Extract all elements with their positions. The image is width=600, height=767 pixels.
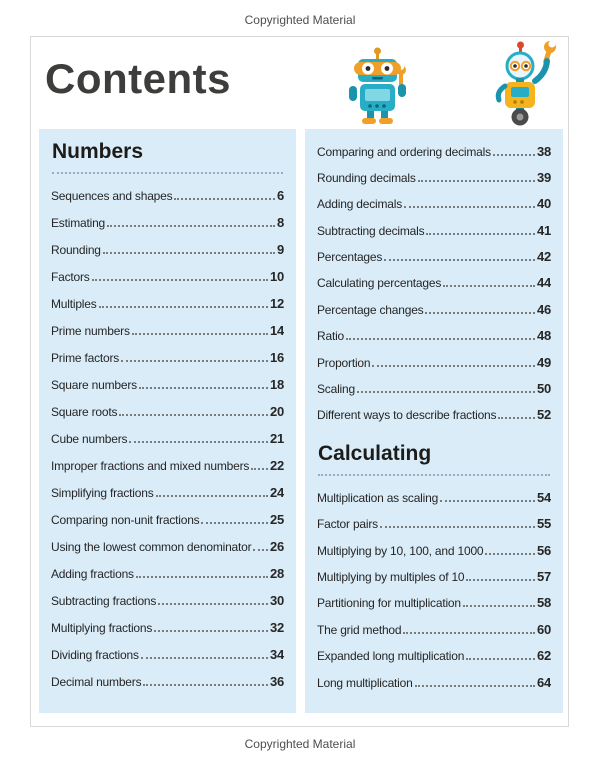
toc-entry-label: Using the lowest common denominator [51, 540, 252, 554]
toc-entry-label: Calculating percentages [317, 276, 442, 291]
toc-entry-page-number: 36 [269, 674, 284, 689]
calculating-heading-dotted-rule [318, 474, 550, 476]
toc-entry [51, 667, 284, 694]
toc-entry [51, 532, 284, 559]
toc-entry-label: Square roots [51, 405, 118, 419]
toc-entry [317, 615, 551, 641]
toc-entry-label: Percentages [317, 250, 383, 265]
toc-entry-page-number: 58 [536, 595, 551, 611]
toc-entry [317, 190, 551, 216]
dotted-leader [174, 198, 275, 200]
dotted-leader [119, 414, 268, 416]
toc-entry-label: The grid method [317, 622, 402, 637]
toc-entry [51, 343, 284, 370]
robot-goggles-icon [347, 47, 409, 127]
toc-entry-page-number: 57 [536, 568, 551, 584]
dotted-leader [346, 338, 535, 340]
toc-entry-label: Rounding [51, 243, 101, 257]
toc-entry-label: Adding decimals [317, 197, 403, 212]
toc-entry-label: Subtracting decimals [317, 223, 425, 238]
toc-entry-label: Adding fractions [51, 567, 134, 581]
toc-entry [51, 397, 284, 424]
toc-entry [317, 401, 551, 427]
dotted-leader [103, 252, 275, 254]
toc-entry [317, 483, 551, 509]
dotted-leader [136, 576, 268, 578]
dotted-leader [440, 500, 535, 502]
dotted-leader [139, 387, 268, 389]
toc-entry-label: Decimal numbers [51, 675, 142, 689]
dotted-leader [99, 306, 268, 308]
toc-entry-page-number: 9 [276, 242, 284, 257]
dotted-leader [443, 285, 535, 287]
toc-entry [51, 640, 284, 667]
toc-entry-page-number: 32 [269, 620, 284, 635]
toc-entry-page-number: 56 [536, 542, 551, 558]
toc-entry [317, 510, 551, 536]
book-page [30, 36, 569, 727]
toc-entry-page-number: 62 [536, 648, 551, 664]
toc-entry-label: Proportion [317, 355, 371, 370]
toc-entry-page-number: 30 [269, 593, 284, 608]
toc-entry [51, 370, 284, 397]
dotted-leader [357, 391, 535, 393]
toc-entry [51, 262, 284, 289]
toc-entry-page-number: 60 [536, 621, 551, 637]
dotted-leader [425, 312, 534, 314]
toc-entry [317, 216, 551, 242]
section-heading-numbers: Numbers [52, 140, 144, 163]
dotted-leader [380, 526, 535, 528]
right-panel [305, 129, 563, 713]
toc-list-calculating [317, 483, 551, 694]
toc-entry-label: Cube numbers [51, 432, 128, 446]
toc-entry-label: Partitioning for multiplication [317, 596, 461, 611]
toc-entry-page-number: 20 [269, 404, 284, 419]
toc-entry-label: Multiplication as scaling [317, 490, 439, 505]
toc-entry-label: Dividing fractions [51, 648, 139, 662]
toc-entry-label: Expanded long multiplication [317, 649, 465, 664]
toc-entry-page-number: 16 [269, 350, 284, 365]
dotted-leader [372, 365, 535, 367]
toc-entry-label: Comparing and ordering decimals [317, 144, 491, 159]
robot-illustrations [347, 43, 559, 127]
toc-entry-label: Multiplying fractions [51, 621, 153, 635]
toc-entry [51, 586, 284, 613]
toc-entry-label: Different ways to describe fractions [317, 408, 497, 423]
page-title: Contents [45, 55, 231, 102]
toc-entry [317, 536, 551, 562]
toc-entry-label: Ratio [317, 329, 345, 344]
toc-entry-label: Prime numbers [51, 324, 130, 338]
toc-entry-page-number: 18 [269, 377, 284, 392]
dotted-leader [418, 180, 535, 182]
toc-entry-label: Subtracting fractions [51, 594, 157, 608]
dotted-leader [485, 553, 535, 555]
dotted-leader [426, 233, 535, 235]
toc-entry-page-number: 55 [536, 516, 551, 532]
toc-entry [317, 163, 551, 189]
toc-entry [317, 348, 551, 374]
dotted-leader [404, 206, 535, 208]
copyright-notice-bottom: Copyrighted Material [244, 737, 356, 751]
toc-entry [51, 235, 284, 262]
toc-entry [51, 289, 284, 316]
toc-entry-page-number: 26 [269, 539, 284, 554]
toc-entry-label: Estimating [51, 216, 106, 230]
toc-entry [51, 208, 284, 235]
dotted-leader [132, 333, 268, 335]
toc-entry-page-number: 54 [536, 489, 551, 505]
toc-entry-page-number: 48 [536, 328, 551, 344]
toc-entry-label: Simplifying fractions [51, 486, 154, 500]
toc-entry-page-number: 10 [269, 269, 284, 284]
toc-entry-label: Prime factors [51, 351, 120, 365]
toc-entry-page-number: 21 [269, 431, 284, 446]
toc-entry-page-number: 49 [536, 354, 551, 370]
dotted-leader [493, 154, 535, 156]
dotted-leader [107, 225, 275, 227]
dotted-leader [403, 632, 535, 634]
toc-entry [317, 137, 551, 163]
toc-entry [317, 668, 551, 694]
dotted-leader [251, 468, 268, 470]
toc-entry-page-number: 40 [536, 196, 551, 212]
toc-entry-page-number: 46 [536, 301, 551, 317]
dotted-leader [466, 579, 535, 581]
toc-entry-label: Multiplying by multiples of 10 [317, 569, 465, 584]
toc-entry-page-number: 34 [269, 647, 284, 662]
toc-entry [51, 505, 284, 532]
toc-list-numbers [51, 181, 284, 694]
dotted-leader [463, 605, 535, 607]
dotted-leader [498, 417, 535, 419]
toc-entry-page-number: 6 [276, 188, 284, 203]
toc-entry-page-number: 50 [536, 381, 551, 397]
toc-entry-page-number: 8 [276, 215, 284, 230]
toc-entry-label: Sequences and shapes [51, 189, 173, 203]
toc-entry-label: Square numbers [51, 378, 137, 392]
dotted-leader [154, 630, 268, 632]
toc-entry-page-number: 42 [536, 249, 551, 265]
robot-wheel-icon [489, 39, 559, 127]
dotted-leader [158, 603, 268, 605]
toc-entry-page-number: 52 [536, 407, 551, 423]
dotted-leader [415, 685, 535, 687]
dotted-leader [92, 279, 268, 281]
toc-entry-label: Comparing non-unit fractions [51, 513, 200, 527]
toc-entry-page-number: 12 [269, 296, 284, 311]
numbers-heading-dotted-rule [52, 172, 283, 174]
copyright-notice-top: Copyrighted Material [244, 13, 356, 27]
section-heading-calculating: Calculating [318, 442, 432, 466]
toc-entry-label: Improper fractions and mixed numbers [51, 459, 250, 473]
toc-entry-label: Long multiplication [317, 675, 413, 690]
dotted-leader [141, 657, 268, 659]
toc-entry-label: Percentage changes [317, 302, 424, 317]
toc-entry-page-number: 25 [269, 512, 284, 527]
toc-entry [317, 642, 551, 668]
toc-entry-label: Factors [51, 270, 90, 284]
toc-entry-label: Multiplying by 10, 100, and 1000 [317, 543, 484, 558]
toc-entry [317, 322, 551, 348]
toc-entry-page-number: 14 [269, 323, 284, 338]
toc-entry-page-number: 41 [536, 222, 551, 238]
toc-entry-page-number: 22 [269, 458, 284, 473]
toc-entry [317, 375, 551, 401]
toc-entry [51, 316, 284, 343]
toc-entry-page-number: 24 [269, 485, 284, 500]
numbers-panel [39, 129, 296, 713]
toc-entry [51, 478, 284, 505]
toc-entry-page-number: 38 [536, 143, 551, 159]
toc-entry [317, 243, 551, 269]
toc-entry-page-number: 28 [269, 566, 284, 581]
dotted-leader [121, 360, 268, 362]
toc-entry-label: Rounding decimals [317, 170, 416, 185]
dotted-leader [253, 549, 268, 551]
toc-entry [317, 589, 551, 615]
toc-entry [51, 451, 284, 478]
toc-entry-page-number: 64 [536, 674, 551, 690]
dotted-leader [201, 522, 267, 524]
toc-entry-label: Factor pairs [317, 517, 378, 532]
dotted-leader [129, 441, 268, 443]
toc-entry [317, 269, 551, 295]
toc-entry-label: Multiples [51, 297, 97, 311]
toc-entry-label: Scaling [317, 382, 355, 397]
toc-entry-page-number: 44 [536, 275, 551, 291]
dotted-leader [466, 658, 535, 660]
toc-entry [317, 295, 551, 321]
dotted-leader [156, 495, 268, 497]
dotted-leader [143, 684, 268, 686]
dotted-leader [384, 259, 535, 261]
toc-entry [317, 562, 551, 588]
toc-list-numbers-continued [317, 137, 551, 427]
toc-entry-page-number: 39 [536, 169, 551, 185]
toc-entry [51, 559, 284, 586]
toc-entry [51, 613, 284, 640]
toc-entry [51, 181, 284, 208]
toc-entry [51, 424, 284, 451]
